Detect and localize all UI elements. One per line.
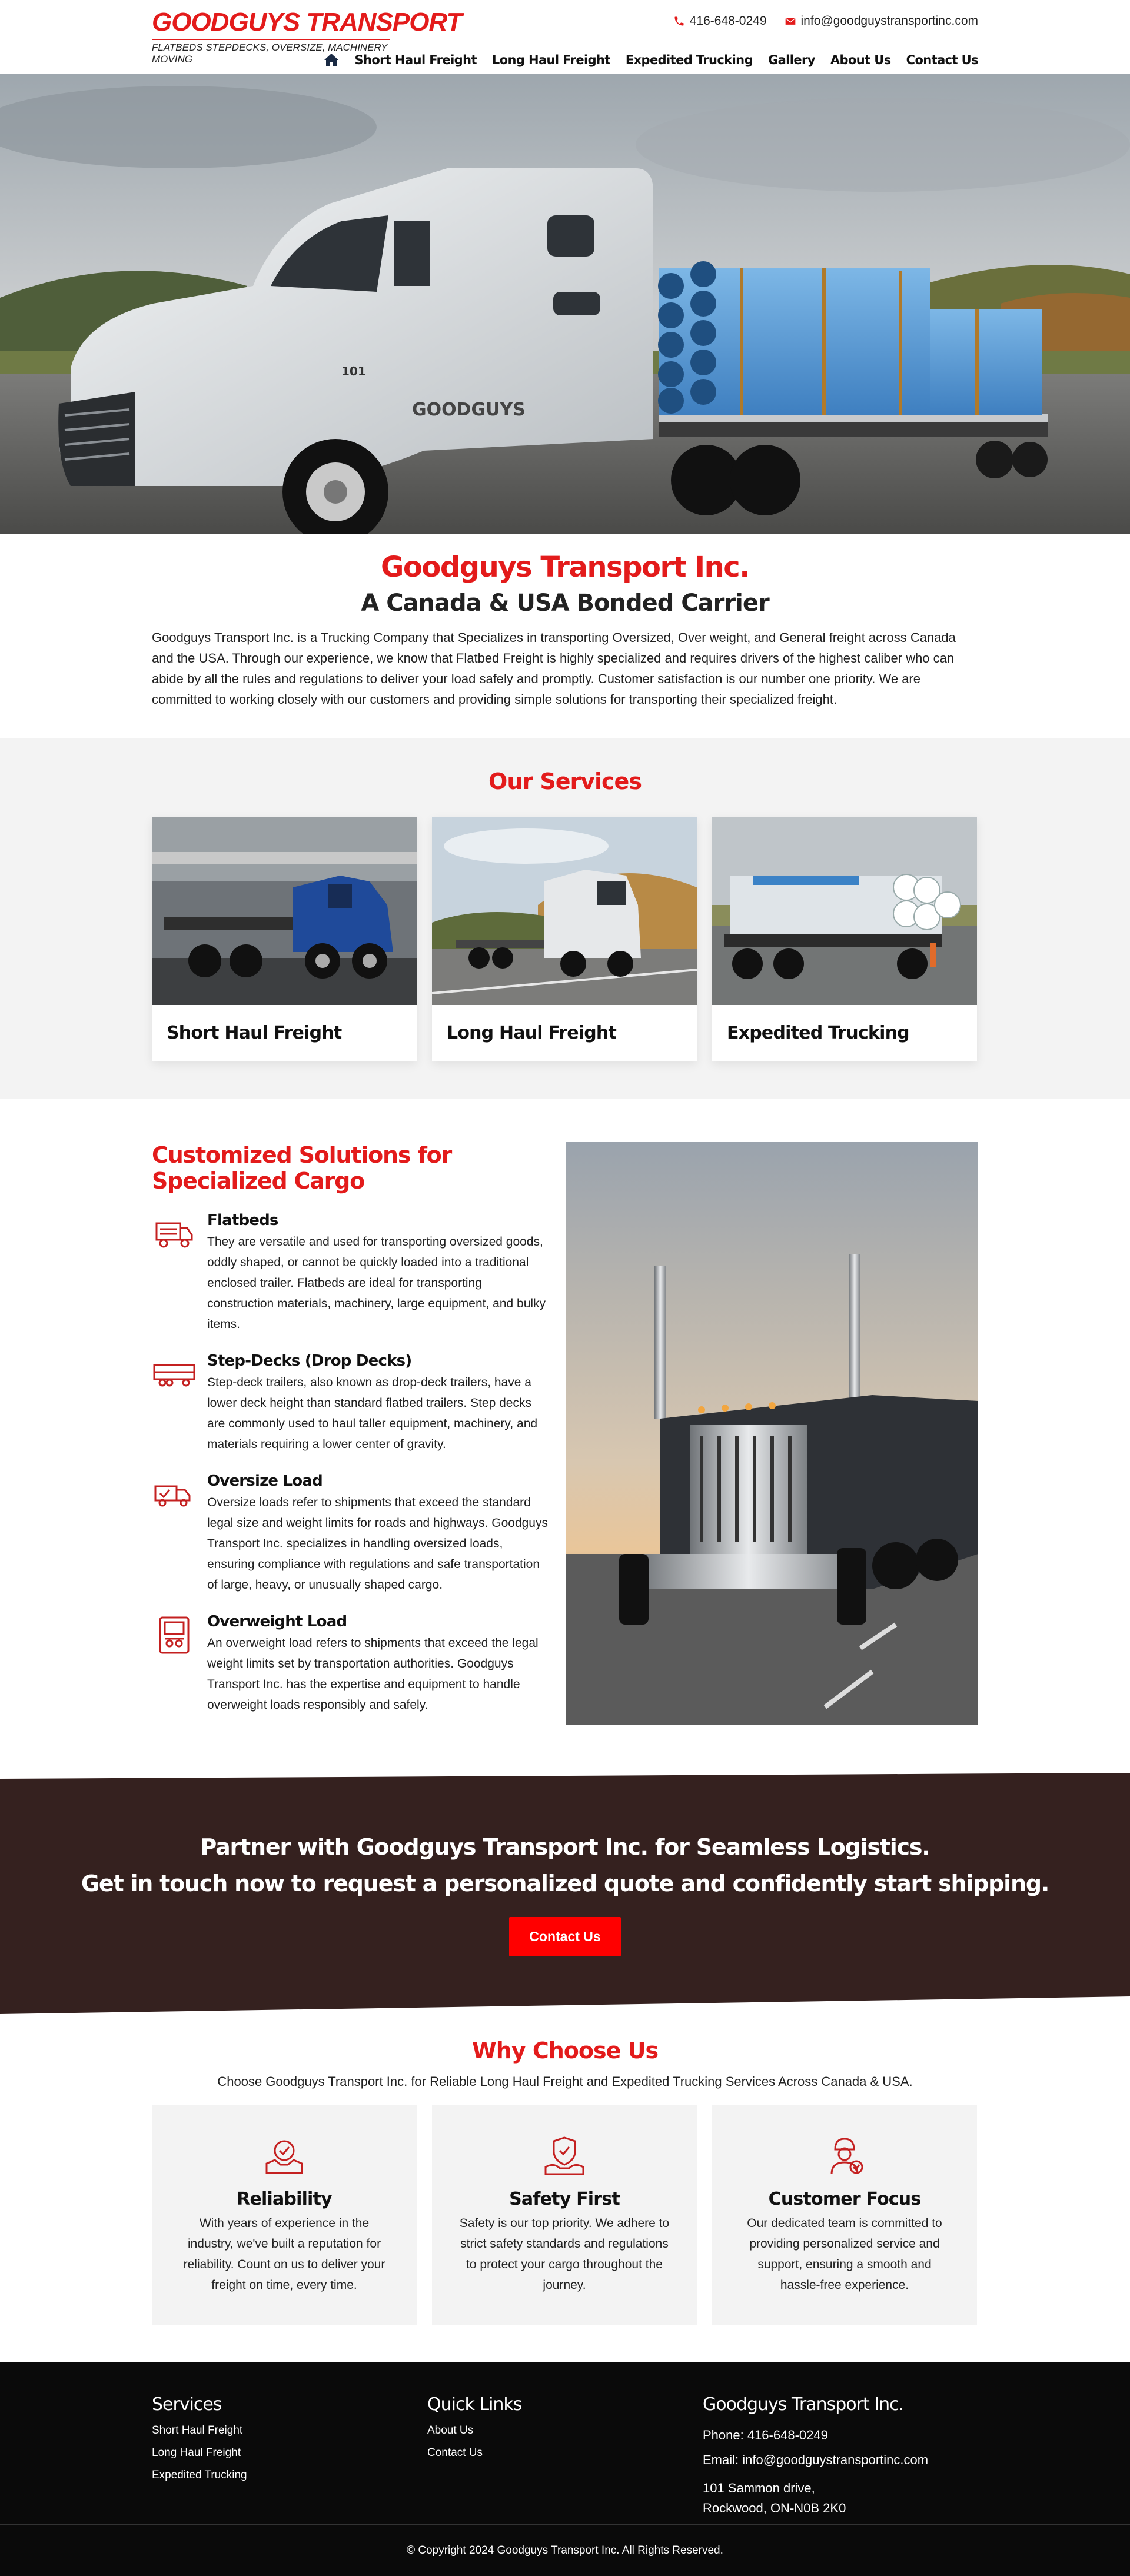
worker-check-icon (822, 2133, 867, 2178)
why-card-body: Our dedicated team is committed to providing personalized service and support, ensuring a smooth and hassle-free experience. (747, 2216, 942, 2292)
flatbed-truck-icon (152, 1212, 197, 1256)
envelope-icon (785, 15, 796, 27)
header-phone-text: 416-648-0249 (689, 14, 767, 28)
intro-subtitle: A Canada & USA Bonded Carrier (361, 590, 769, 617)
main-nav (324, 53, 978, 67)
solution-item-overweight (152, 1613, 550, 1715)
footer-col-title: Services (152, 2394, 222, 2415)
home-icon (324, 53, 339, 67)
solution-item-oversize (152, 1472, 550, 1595)
why-card-body: With years of experience in the industry, we've built a reputation for reliability. Count on us to deliver your freight on time, every time. (183, 2216, 385, 2292)
footer-quick-links (427, 2394, 703, 2518)
logo-title: GOODGUYS TRANSPORT (152, 8, 462, 36)
why-card-title: Safety First (509, 2189, 620, 2209)
intro-section (0, 534, 1130, 738)
services-grid (152, 817, 978, 1061)
solution-title: Flatbeds (207, 1212, 278, 1229)
intro-title: Goodguys Transport Inc. (381, 551, 749, 584)
cta-banner (0, 1773, 1130, 2014)
nav-contact[interactable]: Contact Us (906, 53, 978, 67)
cta-contact-button[interactable]: Contact Us (509, 1917, 620, 1956)
nav-short-haul[interactable]: Short Haul Freight (354, 53, 477, 67)
solution-body: Step-deck trailers, also known as drop-deck trailers, have a lower deck height than standard flatbed trailers. Step decks are commonly used to haul taller equipment, machinery, and materials requiring a lower center of gravity. (207, 1376, 538, 1451)
service-card-label: Short Haul Freight (167, 1023, 342, 1043)
header-email-text: info@goodguystransportinc.com (800, 14, 978, 28)
why-subtitle: Choose Goodguys Transport Inc. for Reliable Long Haul Freight and Expedited Trucking Services Across Canada & USA. (217, 2074, 913, 2089)
delivery-truck-icon (152, 1472, 197, 1517)
header-contact (673, 14, 978, 28)
why-card-reliability (152, 2105, 417, 2325)
footer-company (703, 2394, 978, 2518)
solution-body: Oversize loads refer to shipments that exceed the standard legal size and weight limits for roads and highways. Goodguys Transport Inc. specializes in handling oversized loads, ensuring compliance with regulations and safe transportation of large, heavy, or unusually shaped cargo. (207, 1496, 548, 1592)
cta-line-1: Partner with Goodguys Transport Inc. for Seamless Logistics. (200, 1834, 930, 1860)
solution-body: They are versatile and used for transporting oversized goods, oddly shaped, or cannot be quickly loaded into a traditional enclosed trailer. Flatbeds are ideal for transporting construction materials, machinery, large equipment, and bulky items. (207, 1235, 546, 1331)
services-section (0, 738, 1130, 1099)
truck-number-text: 101 (341, 364, 366, 378)
why-card-safety (432, 2105, 697, 2325)
hero-banner (0, 74, 1130, 534)
why-grid (152, 2105, 978, 2325)
footer-link-contact[interactable]: Contact Us (427, 2447, 483, 2459)
footer-col-title: Goodguys Transport Inc. (703, 2394, 904, 2415)
nav-home[interactable] (324, 53, 339, 67)
weight-truck-icon (152, 1613, 197, 1658)
footer-link-short-haul[interactable]: Short Haul Freight (152, 2424, 243, 2437)
solution-item-step-decks (152, 1352, 550, 1455)
site-header (0, 0, 1130, 74)
footer-col-title: Quick Links (427, 2394, 522, 2415)
header-email[interactable] (785, 14, 978, 28)
header-phone[interactable] (673, 14, 767, 28)
shield-hand-icon (542, 2133, 587, 2178)
footer-link-expedited[interactable]: Expedited Trucking (152, 2469, 247, 2481)
footer-link-long-haul[interactable]: Long Haul Freight (152, 2447, 241, 2459)
why-card-body: Safety is our top priority. We adhere to strict safety standards and regulations to protect your cargo throughout the journey. (459, 2216, 670, 2292)
truck-brand-text: GOODGUYS (412, 400, 526, 420)
service-card-expedited[interactable] (712, 817, 977, 1061)
why-card-title: Reliability (237, 2189, 332, 2209)
why-card-customer-focus (712, 2105, 977, 2325)
service-card-short-haul[interactable] (152, 817, 417, 1061)
why-title: Why Choose Us (471, 2038, 659, 2064)
intro-body: Goodguys Transport Inc. is a Trucking Company that Specializes in transporting Oversized, Over weight, and General freight across Canada and the USA. Through our experience, we know that Flatbed Freight is highly specialized and requires drivers of the highest caliber who can abide by all the rules and regulations to deliver your load safely and promptly. Customer satisfaction is our number one priority. We are committed to working closely with our customers and providing simple solutions for transporting their specialized freight. (152, 630, 956, 707)
service-card-label: Expedited Trucking (727, 1023, 909, 1043)
solution-body: An overweight load refers to shipments that exceed the legal weight limits set by transportation authorities. Goodguys Transport Inc. has the expertise and equipment to handle overweight loads responsibly and safely. (207, 1636, 539, 1712)
footer-address-1: 101 Sammon drive, (703, 2481, 815, 2495)
handshake-icon (262, 2133, 307, 2178)
solution-item-flatbeds (152, 1212, 550, 1334)
footer-email[interactable]: Email: info@goodguystransportinc.com (703, 2452, 929, 2467)
nav-expedited[interactable]: Expedited Trucking (625, 53, 753, 67)
why-section (0, 2014, 1130, 2362)
nav-long-haul[interactable]: Long Haul Freight (491, 53, 610, 67)
service-card-label: Long Haul Freight (447, 1023, 617, 1043)
short-haul-image (152, 817, 417, 1005)
footer-services (152, 2394, 427, 2518)
solutions-image (566, 1142, 978, 1725)
solutions-list (152, 1142, 550, 1725)
solutions-section (0, 1099, 1130, 1773)
solution-title: Overweight Load (207, 1613, 347, 1630)
step-deck-trailer-icon (152, 1352, 197, 1397)
nav-gallery[interactable]: Gallery (767, 53, 815, 67)
expedited-image (712, 817, 977, 1005)
long-haul-image (432, 817, 697, 1005)
chrome-semi-truck-image (566, 1142, 978, 1725)
solution-title: Step-Decks (Drop Decks) (207, 1352, 412, 1370)
footer-phone[interactable]: Phone: 416-648-0249 (703, 2428, 828, 2442)
hero-truck-image (0, 74, 1130, 534)
service-card-long-haul[interactable] (432, 817, 697, 1061)
footer-address-2: Rockwood, ON-N0B 2K0 (703, 2501, 846, 2515)
why-card-title: Customer Focus (768, 2189, 921, 2209)
site-footer (0, 2362, 1130, 2576)
cta-line-2: Get in touch now to request a personalized quote and confidently start shipping. (81, 1871, 1049, 1896)
footer-link-about[interactable]: About Us (427, 2424, 474, 2437)
solution-title: Oversize Load (207, 1472, 323, 1490)
phone-icon (673, 15, 685, 27)
logo-tagline: FLATBEDS STEPDECKS, OVERSIZE, MACHINERY MOVING (152, 39, 390, 65)
copyright: © Copyright 2024 Goodguys Transport Inc. All Rights Reserved. (0, 2524, 1130, 2576)
solutions-title: Customized Solutions for Specialized Cargo (152, 1142, 452, 1194)
services-title: Our Services (488, 768, 642, 794)
nav-about[interactable]: About Us (830, 53, 891, 67)
